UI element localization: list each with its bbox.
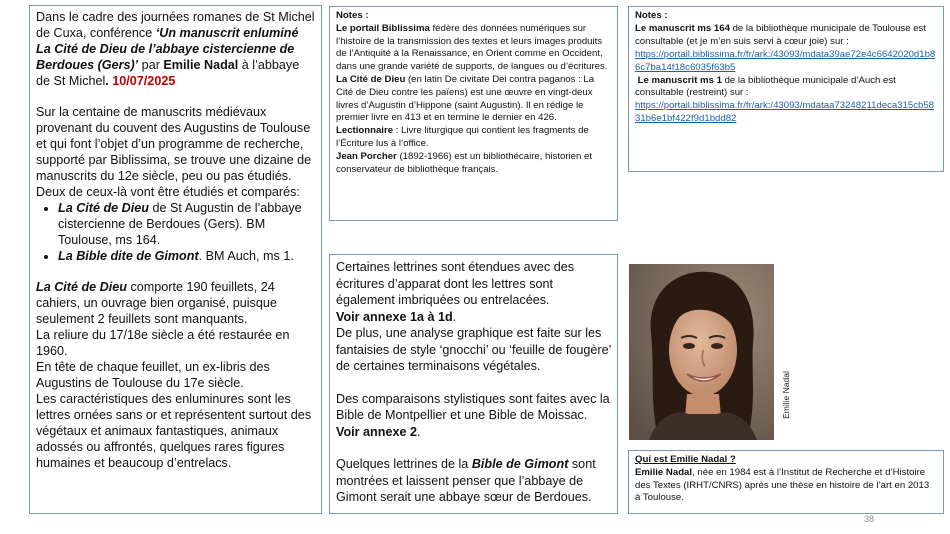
speaker-name: Emilie Nadal	[163, 58, 239, 72]
ms-1-link[interactable]: https://portail.biblissima.fr/fr/ark:/43093/mdataa73248211deca315cb5831b6e1bf422f9d1bdd82	[635, 100, 935, 125]
annexe-1-ref: Voir annexe 1a à 1d	[336, 309, 453, 324]
portrait-photo	[629, 264, 774, 440]
main-text-box	[29, 5, 322, 514]
comparison-paragraph: Des comparaisons stylistiques sont faites avec la Bible de Montpellier et une Bible de Moissac.	[336, 391, 610, 422]
illumination-paragraph: Les caractéristiques des enluminures sont les lettres ornées sans or et représentent surtout des végétaux et animaux fantastiques, animaux adossés ou affrontés, quelques rares figures humaines et beaucoup d’entrelacs.	[36, 392, 312, 470]
manuscript-list	[36, 200, 315, 264]
list-item: • La Cité de Dieu de St Augustin de l’abbaye cistercienne de Berdoues (Gers). BM Toulouse, ms 164.	[58, 200, 315, 248]
notes-box-middle	[329, 6, 618, 221]
lettrines-paragraph: Certaines lettrines sont étendues avec des écritures d’apparat dont les lettres sont également imbriquées ou entrelacées.	[336, 260, 575, 307]
gimont-paragraph: Quelques lettrines de la Bible de Gimont sont montrées et laissent penser que l’abbaye de Gimont serait une abbaye sœur de Berdoues.	[336, 457, 596, 504]
center-text-box: Certaines lettrines sont étendues avec des écritures d’apparat dont les lettres sont également imbriquées ou entrelacées. Voir annexe 1a à 1d. De plus, une analyse graphique est faite sur les fantaisies de style ‘gnocchi’ ou ‘feuille de fougère’ de certaines terminaisons végétales. Des comparaisons stylistiques sont faites avec la Bible de Montpellier et une Bible de Moissac. Voir annexe 2. Quelques lettrines de la Bible de Gimont sont montrées et laissent penser que l’abbaye de Gimont serait une abbaye sœur de Berdoues.	[329, 254, 618, 514]
portrait-image	[629, 264, 774, 440]
note-biblissima: Le portail Biblissima fédère des données numériques sur l’histoire de la transmission des textes et leurs images produits de l’Antiquité à la Renaissance, en Orient comme en Occident, dans une grande variété de supports, de langues ou d’écritures.	[336, 22, 608, 73]
ms-164-link[interactable]: https://portail.biblissima.fr/fr/ark:/43093/mdata39ae72e4c6642020d1b86c7ba14f18c6035f63b5	[635, 48, 936, 73]
description-paragraph: La Cité de Dieu comporte 190 feuillets, 24 cahiers, un ouvrage bien organisé, puisque seulement 2 feuillets sont manquants.	[36, 280, 277, 326]
annexe-2-ref: Voir annexe 2	[336, 424, 417, 439]
note-jean-porcher: Jean Porcher (1892-1966) est un bibliothécaire, historien et conservateur de bibliothèque français.	[336, 150, 592, 175]
note-ms-164: Le manuscrit ms 164 de la bibliothèque municipale de Toulouse est consultable (et je m’en suis servi à cœur joie) sur :	[635, 22, 927, 47]
exlibris-paragraph: En tête de chaque feuillet, un ex-libris des Augustins de Toulouse du 17e siècle.	[36, 360, 270, 390]
conference-date: 10/07/2025	[108, 74, 176, 88]
analysis-paragraph: De plus, une analyse graphique est faite sur les fantaisies de style ‘gnocchi’ ou ‘feuille de fougère’ de certaines terminaisons végétales.	[336, 326, 611, 373]
who-is-box	[628, 450, 944, 514]
list-item: • La Bible dite de Gimont. BM Auch, ms 1.	[58, 248, 315, 264]
photo-caption: Emilie Nadal	[781, 371, 791, 419]
who-text: Emilie Nadal, née en 1984 est à l’Institut de Recherche et d’Histoire des Textes (IRHT/CNRS) après une thèse en histoire de l’art en 2013 à Toulouse.	[635, 466, 930, 504]
conference-title: ‘Un manuscrit enluminé La Cité de Dieu de l’abbaye cistercienne de Berdoues (Gers)’	[36, 26, 299, 72]
comparison-intro: Deux de ceux-là vont être étudiés et comparés:	[36, 185, 300, 199]
who-heading: Qui est Emilie Nadal ?	[635, 454, 736, 465]
page-number: 38	[864, 514, 875, 524]
binding-paragraph: La reliure du 17/18e siècle a été restaurée en 1960.	[36, 328, 290, 358]
notes-heading: Notes :	[635, 10, 668, 21]
note-lectionnaire: Lectionnaire : Livre liturgique qui contient les fragments de l’Écriture lus à l’office.	[336, 125, 589, 149]
notes-box-right	[628, 6, 944, 172]
note-cite-de-dieu: La Cité de Dieu (en latin De civitate Dei contra paganos : La Cité de Dieu contre les païens) est une œuvre en vingt-deux livres d’Augustin d’Hippone (saint Augustin). Il en rédige le premier livre en 413 et en termine le dernier en 426.	[336, 73, 595, 124]
corpus-paragraph: Sur la centaine de manuscrits médiévaux provenant du couvent des Augustins de Toulouse et qui font l’objet d’un programme de recherche, supporté par Biblissima, se trouve une dizaine de manuscrits du 12e siècle, peu ou pas étudiés.	[36, 105, 312, 183]
intro-paragraph: Dans le cadre des journées romanes de St Michel de Cuxa, conférence ‘Un manuscrit enluminé La Cité de Dieu de l’abbaye cistercienne de Berdoues (Gers)’ par Emilie Nadal à l’abbaye de St Michel. 10/07/2025	[36, 10, 315, 88]
note-ms-1: Le manuscrit ms 1 de la bibliothèque municipale d’Auch est consultable (restreint) sur :	[635, 74, 896, 99]
notes-heading: Notes :	[336, 10, 369, 21]
